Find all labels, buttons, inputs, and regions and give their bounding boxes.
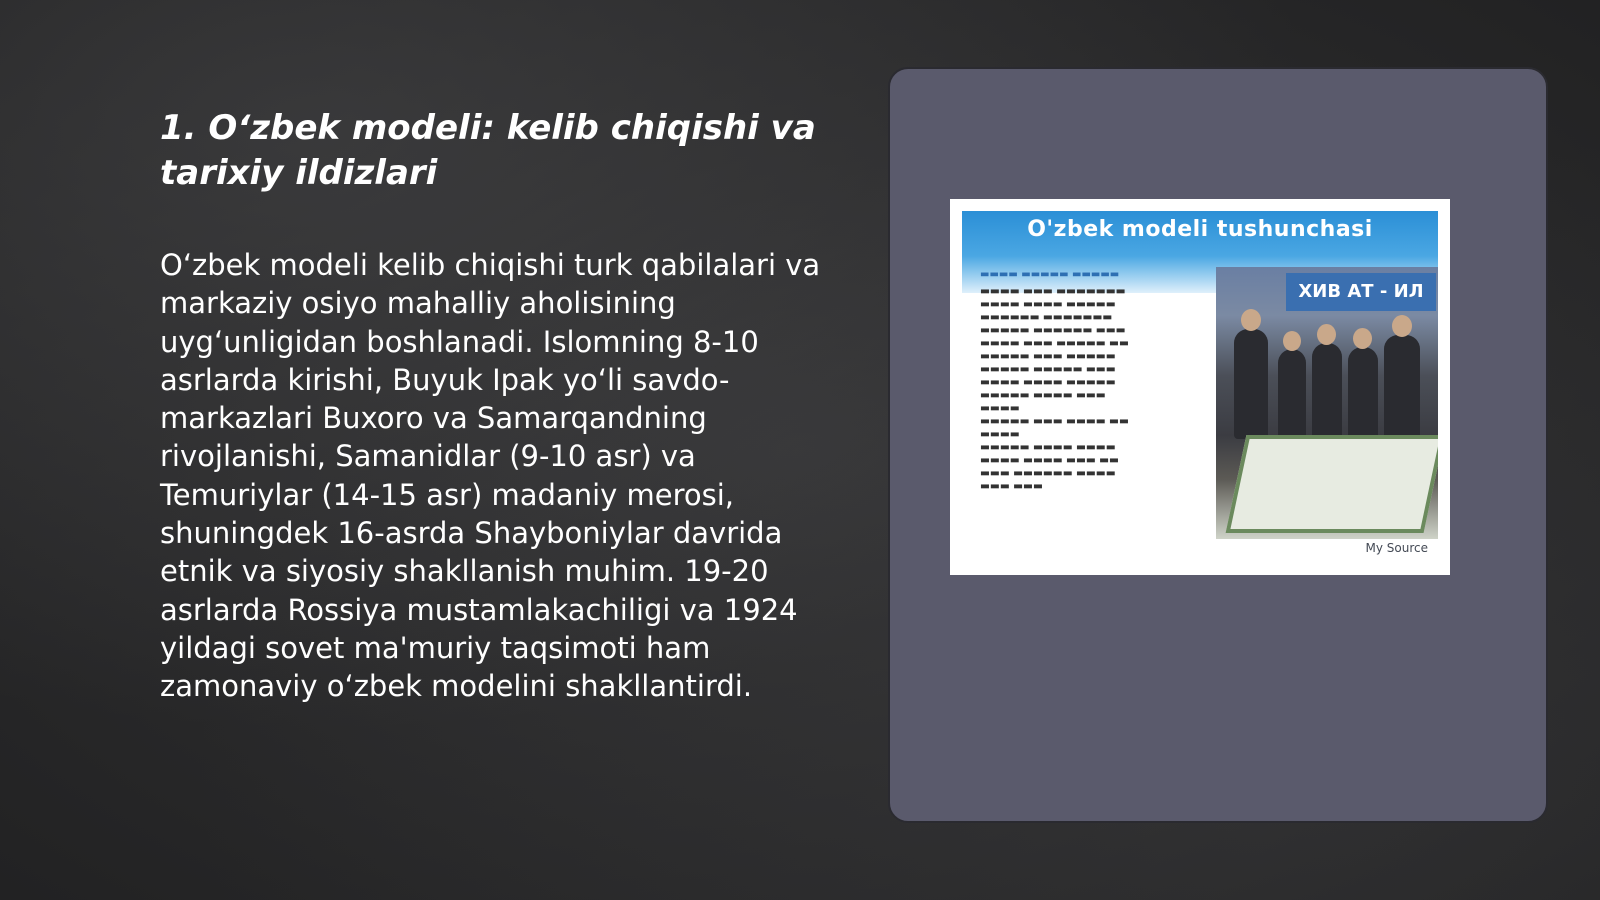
person-figure: [1384, 335, 1420, 439]
picture-blurred-line: ▬▬▬▬▬ ▬▬▬▬▬ ▬▬▬: [980, 363, 1116, 375]
person-head: [1317, 324, 1336, 345]
picture-blurred-line: ▬▬▬▬▬ ▬▬▬ ▬▬▬▬ ▬▬: [980, 415, 1129, 427]
picture-blurred-text: [980, 269, 1190, 539]
exhibition-photo: [1216, 267, 1438, 539]
person-head: [1241, 309, 1261, 331]
person-head: [1353, 328, 1372, 349]
picture-blurred-line: ▬▬▬▬ ▬▬▬ ▬▬▬▬▬ ▬▬: [980, 337, 1129, 349]
person-figure: [1234, 329, 1268, 439]
picture-blurred-line: ▬▬▬▬ ▬▬▬▬ ▬▬▬▬▬: [980, 298, 1116, 310]
picture-blurred-line: ▬▬▬▬▬ ▬▬▬▬ ▬▬▬: [980, 389, 1106, 401]
picture-content: [962, 211, 1438, 563]
picture-title: O'zbek modeli tushunchasi: [1027, 217, 1373, 242]
architectural-model: [1226, 435, 1438, 533]
picture-blurred-line: ▬▬▬ ▬▬▬: [980, 480, 1043, 492]
person-figure: [1312, 343, 1342, 439]
picture-blurred-line: ▬▬▬ ▬▬▬▬▬▬ ▬▬▬▬: [980, 467, 1116, 479]
picture-blurred-line: ▬▬▬▬▬▬ ▬▬▬▬▬▬▬: [980, 311, 1113, 323]
person-head: [1283, 331, 1301, 351]
person-head: [1392, 315, 1412, 337]
slide-title: 1. O‘zbek modeli: kelib chiqishi va tarixiy ildizlari: [160, 108, 816, 193]
slide-picture: [950, 199, 1450, 575]
picture-blurred-line: ▬▬▬▬▬ ▬▬▬▬ ▬▬▬▬: [980, 441, 1116, 453]
picture-blurred-line: ▬▬▬▬ ▬▬▬ ▬▬▬▬▬▬▬: [980, 285, 1126, 297]
person-figure: [1278, 349, 1306, 439]
picture-blurred-line: ▬▬▬▬ ▬▬▬▬ ▬▬▬▬▬: [980, 376, 1116, 388]
picture-source: My Source: [1365, 541, 1428, 555]
picture-blurred-line: ▬▬▬▬▬ ▬▬▬ ▬▬▬▬▬: [980, 350, 1116, 362]
picture-blurred-heading: ▬▬▬▬ ▬▬▬▬▬ ▬▬▬▬▬: [980, 269, 1120, 280]
picture-blurred-line: ▬▬▬▬ ▬▬▬▬ ▬▬▬ ▬▬: [980, 454, 1119, 466]
picture-blurred-line: ▬▬▬▬▬ ▬▬▬▬▬▬ ▬▬▬: [980, 324, 1126, 336]
picture-blurred-line: ▬▬▬▬: [980, 428, 1020, 440]
person-figure: [1348, 347, 1378, 439]
slide-body-text: O‘zbek modeli kelib chiqishi turk qabilalari va markaziy osiyo mahalliy aholisining uyg‘unligidan boshlanadi. Islomning 8-10 asrlarda kirishi, Buyuk Ipak yo‘li savdo-markazlari Buxoro va Samarqandning rivojlanishi, Samanidlar (9-10 asr) va Temuriylar (14-15 asr) madaniy merosi, shuningdek 16-asrda Shayboniylar davrida etnik va siyosiy shakllanish muhim. 19-20 asrlarda Rossiya mustamlakachiligi va 1924 yildagi sovet ma'muriy taqsimoti ham zamonaviy o‘zbek modelini shakllantirdi.: [160, 248, 821, 704]
photo-banner: ХИВ АТ - ИЛ: [1286, 273, 1436, 311]
picture-blurred-line: ▬▬▬▬: [980, 402, 1020, 414]
